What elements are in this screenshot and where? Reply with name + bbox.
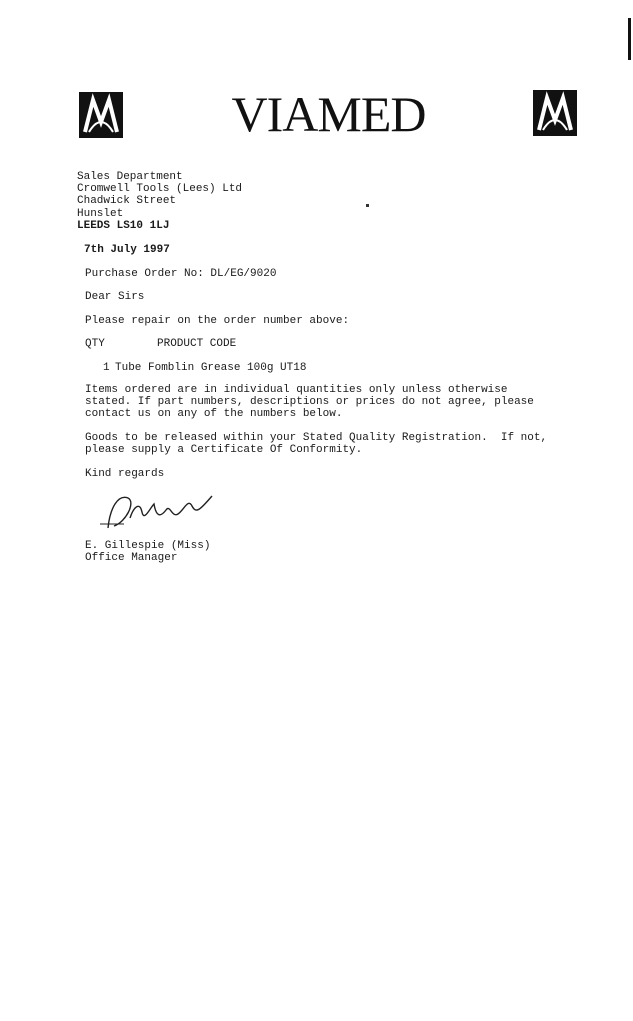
scan-speck [366, 204, 369, 207]
salutation: Dear Sirs [85, 291, 145, 303]
address-line: Cromwell Tools (Lees) Ltd [77, 183, 243, 195]
order-qty: 1 [103, 362, 110, 374]
address-line: Chadwick Street [77, 195, 177, 207]
column-header-product-code: PRODUCT CODE [157, 338, 237, 350]
address-line: LEEDS LS10 1LJ [77, 220, 170, 232]
paragraph-line: stated. If part numbers, descriptions or prices do not agree, please [85, 396, 534, 408]
viamed-logo-right-icon [533, 90, 577, 136]
signatory-title: Office Manager [85, 552, 178, 564]
page-edge-mark [628, 18, 631, 60]
address-line: Hunslet [77, 208, 124, 220]
handwritten-signature [100, 488, 220, 543]
letter-date: 7th July 1997 [84, 244, 170, 256]
closing: Kind regards [85, 468, 165, 480]
paragraph-line: Items ordered are in individual quantities only unless otherwise [85, 384, 508, 396]
order-product: Tube Fomblin Grease 100g UT18 [115, 362, 307, 374]
intro-text: Please repair on the order number above: [85, 315, 350, 327]
signatory-name: E. Gillespie (Miss) [85, 540, 211, 552]
paragraph-line: contact us on any of the numbers below. [85, 408, 343, 420]
paragraph-line: please supply a Certificate Of Conformity. [85, 444, 363, 456]
company-name: VIAMED [231, 86, 426, 142]
purchase-order-reference: Purchase Order No: DL/EG/9020 [85, 268, 277, 280]
column-header-qty: QTY [85, 338, 105, 350]
address-line: Sales Department [77, 171, 183, 183]
paragraph-line: Goods to be released within your Stated Quality Registration. If not, [85, 432, 548, 444]
viamed-logo-left-icon [79, 92, 123, 138]
